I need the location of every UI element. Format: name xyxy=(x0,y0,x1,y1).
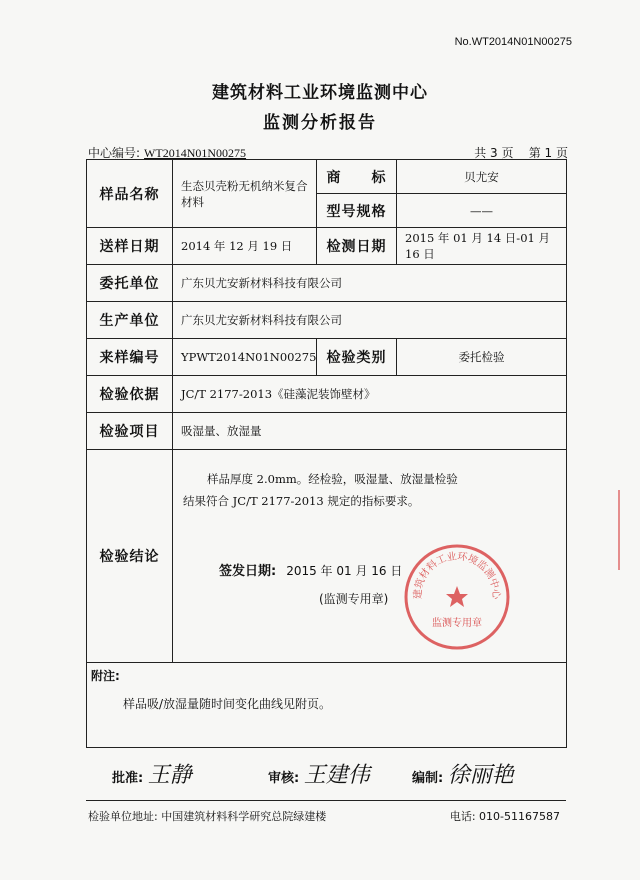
model-label: 型号规格 xyxy=(317,194,397,228)
seal-text: 建筑材料工业环境监测中心 xyxy=(412,551,502,600)
sample-name-value: 生态贝壳粉无机纳米复合材料 xyxy=(173,160,317,228)
edge-stamp-mark xyxy=(618,490,634,570)
address-line xyxy=(88,808,326,824)
brand-label: 商 标 xyxy=(317,160,397,194)
issue-date-label: 签发日期: xyxy=(219,564,277,579)
items-value: 吸湿量、放湿量 xyxy=(173,413,567,450)
report-subtitle: 监测分析报告 xyxy=(263,113,377,133)
test-date-value: 2015 年 01 月 14 日-01 月 16 日 xyxy=(397,228,567,265)
notes-label: 附注: xyxy=(91,669,120,683)
producer-value: 广东贝尤安新材料科技有限公司 xyxy=(173,302,567,339)
issue-date-value: 2015 年 01 月 16 日 xyxy=(286,564,403,578)
compile-block xyxy=(412,758,514,789)
conclusion-text: 样品厚度 2.0mm。经检验，吸湿量、放湿量检验结果符合 JC/T 2177-2013 规定的指标要求。 xyxy=(183,472,458,508)
review-block xyxy=(268,758,370,789)
compile-signature: 徐丽艳 xyxy=(447,763,514,788)
client-label: 委托单位 xyxy=(87,265,173,302)
test-date-label: 检测日期 xyxy=(317,228,397,265)
footer-divider xyxy=(86,800,566,801)
report-title: 建筑材料工业环境监测中心 xyxy=(212,83,428,103)
document-number: No.WT2014N01N00275 xyxy=(454,36,572,48)
approve-signature: 王静 xyxy=(147,763,192,788)
review-signature: 王建伟 xyxy=(303,763,370,788)
test-type-value: 委托检验 xyxy=(397,339,567,376)
producer-label: 生产单位 xyxy=(87,302,173,339)
approve-label: 批准: xyxy=(112,771,144,786)
approve-block xyxy=(112,758,192,789)
phone-line xyxy=(450,808,560,824)
center-number-value: WT2014N01N00275 xyxy=(144,146,247,160)
official-seal-icon xyxy=(402,542,512,652)
sample-no-value: YPWT2014N01N00275 xyxy=(173,339,317,376)
page-number: 第 1 页 xyxy=(528,146,568,160)
center-number-label: 中心编号: xyxy=(88,146,141,160)
total-pages: 共 3 页 xyxy=(474,146,514,160)
send-date-label: 送样日期 xyxy=(87,228,173,265)
conclusion-label: 检验结论 xyxy=(87,450,173,663)
items-label: 检验项目 xyxy=(87,413,173,450)
seal-bottom-text: 监测专用章 xyxy=(432,618,482,629)
model-value: —— xyxy=(397,194,567,228)
phone-value: 010-51167587 xyxy=(479,810,560,823)
client-value: 广东贝尤安新材料科技有限公司 xyxy=(173,265,567,302)
compile-label: 编制: xyxy=(412,771,444,786)
report-table xyxy=(86,159,567,748)
sample-name-label: 样品名称 xyxy=(87,160,173,228)
issue-date-line xyxy=(219,560,402,579)
notes-cell xyxy=(87,663,567,748)
seal-note: (监测专用章) xyxy=(319,592,389,606)
address-label: 检验单位地址: xyxy=(88,810,158,823)
test-type-label: 检验类别 xyxy=(317,339,397,376)
notes-text: 样品吸/放湿量随时间变化曲线见附页。 xyxy=(123,697,332,711)
brand-value: 贝尤安 xyxy=(397,160,567,194)
sample-no-label: 来样编号 xyxy=(87,339,173,376)
review-label: 审核: xyxy=(268,771,300,786)
basis-value: JC/T 2177-2013《硅藻泥装饰壁材》 xyxy=(173,376,567,413)
address-value: 中国建筑材料科学研究总院绿建楼 xyxy=(161,810,327,823)
basis-label: 检验依据 xyxy=(87,376,173,413)
phone-label: 电话: xyxy=(449,810,476,823)
send-date-value: 2014 年 12 月 19 日 xyxy=(173,228,317,265)
